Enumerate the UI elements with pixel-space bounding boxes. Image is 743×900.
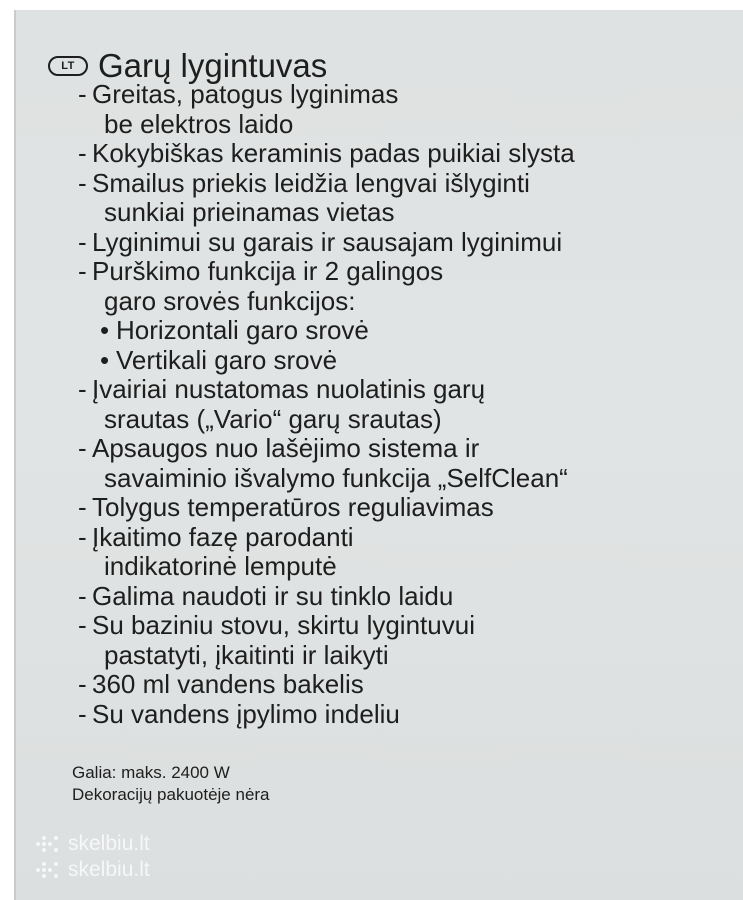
feature-item [78,493,718,523]
dash-marker: - [78,138,87,168]
feature-item [78,139,718,169]
power-note: Galia: maks. 2400 W [72,763,230,782]
dash-marker: - [78,226,87,257]
feature-text: Galima naudoti ir su tinklo laidu [92,580,454,611]
feature-text: Vertikali garo srovė [116,344,338,375]
dash-marker: - [78,610,87,640]
feature-text: Su baziniu stovu, skirtu lygintuvui [92,610,475,640]
feature-item [78,228,718,258]
feature-text: 360 ml vandens bakelis [92,669,364,699]
feature-item [78,434,718,464]
language-badge: LT [48,56,88,76]
sub-feature-item [78,316,718,346]
watermark-text: skelbiu.lt [68,858,150,881]
feature-text: pastatyti, įkaitinti ir laikyti [104,639,389,670]
feature-item [78,611,718,641]
watermark-secondary [36,858,150,882]
dash-marker: - [78,433,87,463]
feature-continuation [78,405,718,435]
feature-text: Purškimo funkcija ir 2 galingos [92,256,444,286]
dash-marker: - [78,698,87,729]
feature-text: savaiminio išvalymo funkcija „SelfClean“ [104,462,568,493]
feature-item [78,80,718,110]
feature-item [78,523,718,553]
feature-text: Greitas, patogus lyginimas [92,79,399,109]
feature-continuation [78,552,718,582]
feature-text: Apsaugos nuo lašėjimo sistema ir [92,433,480,463]
feature-continuation [78,464,718,494]
product-title: Garų lygintuvas [98,47,328,84]
decoration-note: Dekoracijų pakuotėje nėra [72,785,270,804]
feature-text: Horizontali garo srovė [116,315,369,345]
feature-text: Įkaitimo fazę parodanti [92,521,354,552]
bullet-marker: • [100,315,110,345]
feature-item [78,700,718,730]
dash-marker: - [78,580,87,611]
feature-item [78,169,718,199]
feature-text: be elektros laido [104,108,294,139]
feature-item [78,257,718,287]
feature-list [78,80,718,729]
feature-text: Smailus priekis leidžia lengvai išlyginti [92,167,530,198]
feature-text: Su vandens įpylimo indeliu [92,698,400,729]
dash-marker: - [78,167,87,198]
watermark-logo-icon [36,834,62,854]
dash-marker: - [78,256,87,286]
watermark [36,832,150,856]
feature-continuation [78,198,718,228]
dash-marker: - [78,492,87,522]
feature-text: sunkiai prieinamas vietas [104,197,395,227]
dash-marker: - [78,374,87,404]
feature-text: Tolygus temperatūros reguliavimas [92,492,494,522]
dash-marker: - [78,521,87,552]
feature-continuation [78,641,718,671]
feature-item [78,582,718,612]
feature-text: Kokybiškas keraminis padas puikiai slysta [92,138,575,168]
feature-text: srautas („Vario“ garų srautas) [104,403,442,434]
sub-feature-item [78,346,718,376]
feature-continuation [78,110,718,140]
feature-text: Lyginimui su garais ir sausajam lyginimui [92,226,563,257]
feature-text: Įvairiai nustatomas nuolatinis garų [92,374,486,404]
feature-item [78,375,718,405]
dash-marker: - [78,79,87,109]
feature-text: indikatorinė lemputė [104,551,337,581]
feature-item [78,670,718,700]
feature-text: garo srovės funkcijos: [104,285,356,316]
bullet-marker: • [100,344,110,375]
notes [72,762,270,806]
feature-continuation [78,287,718,317]
watermark-logo-icon [36,860,62,880]
dash-marker: - [78,669,87,699]
watermark-text: skelbiu.lt [68,832,150,855]
